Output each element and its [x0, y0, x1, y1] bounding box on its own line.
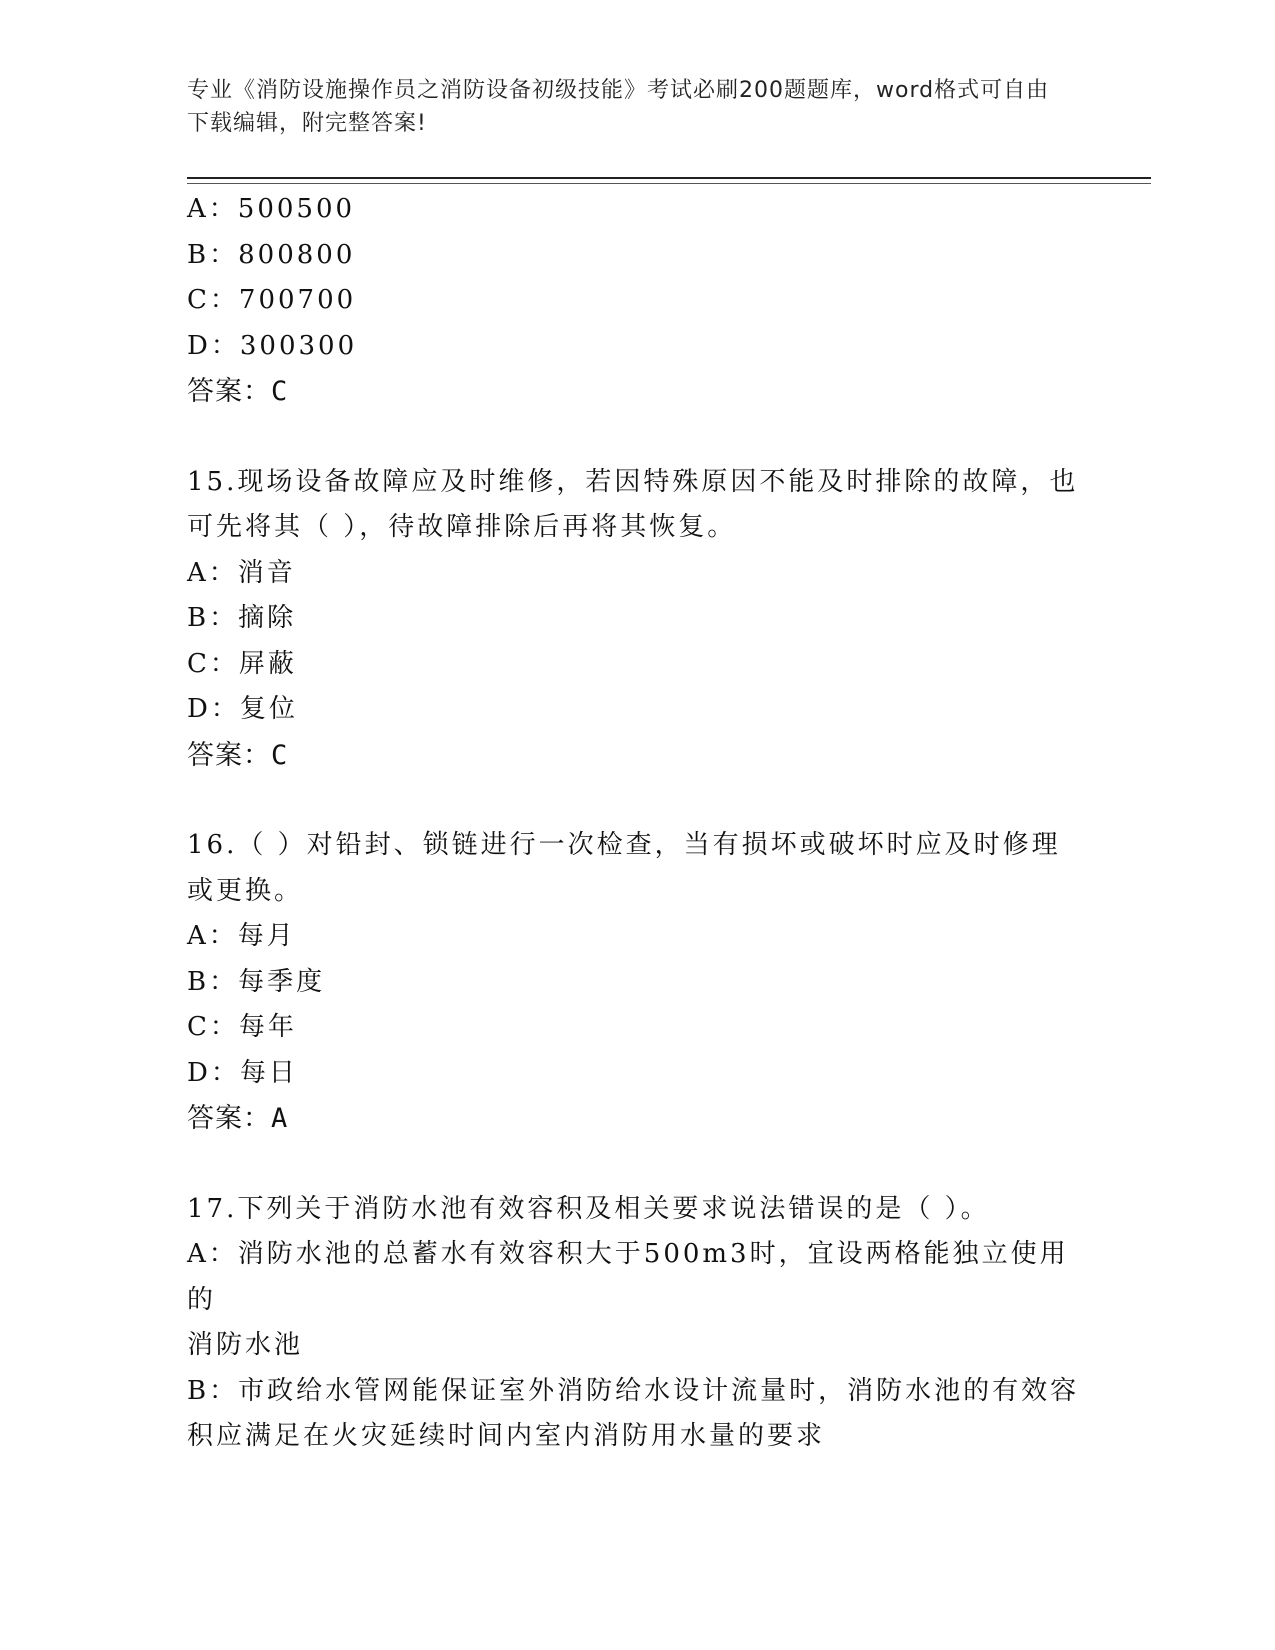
- option-c: C：每年: [187, 1012, 297, 1042]
- option-a: A：500500: [187, 194, 356, 224]
- option-d: D：复位: [187, 694, 298, 724]
- document-body: [187, 187, 1087, 1460]
- option-b: B：每季度: [187, 966, 326, 997]
- question-text-line: 或更换。: [187, 875, 304, 906]
- question-14: [187, 187, 1087, 415]
- option-d: D：每日: [187, 1057, 298, 1088]
- answer-line: 答案：C: [187, 739, 289, 771]
- answer-line: 答案：C: [187, 376, 289, 407]
- option-b-continuation: 积应满足在火灾延续时间内室内消防用水量的要求: [187, 1421, 826, 1451]
- question-17: [187, 1187, 1087, 1460]
- option-b: B：摘除: [187, 603, 297, 633]
- question-text-line: 17.下列关于消防水池有效容积及相关要求说法错误的是（ ）。: [187, 1193, 990, 1224]
- option-a: A：消防水池的总蓄水有效容积大于500m3时，宜设两格能独立使用的: [187, 1239, 1069, 1315]
- option-d: D：300300: [187, 330, 358, 361]
- header-divider-thin: [187, 183, 1151, 184]
- option-b: B：800800: [187, 239, 356, 270]
- answer-line: 答案：A: [187, 1103, 289, 1134]
- option-a-continuation: 消防水池: [187, 1330, 304, 1360]
- option-a: A：消音: [187, 557, 296, 588]
- document-header: [187, 74, 1067, 140]
- question-text-line: 15.现场设备故障应及时维修，若因特殊原因不能及时排除的故障，也: [187, 466, 1079, 497]
- header-divider-thick: [187, 177, 1151, 179]
- option-b: B：市政给水管网能保证室外消防给水设计流量时，消防水池的有效容: [187, 1375, 1080, 1406]
- question-text-line: 可先将其（ ），待故障排除后再将其恢复。: [187, 512, 737, 542]
- option-a: A：每月: [187, 921, 296, 951]
- question-text-line: 16.（ ）对铅封、锁链进行一次检查，当有损坏或破坏时应及时修理: [187, 830, 1061, 860]
- question-15: [187, 460, 1087, 779]
- header-title: 专业《消防设施操作员之消防设备初级技能》考试必刷200题题库，word格式可自由下载编辑，附完整答案!: [187, 78, 1050, 136]
- option-c: C：屏蔽: [187, 648, 297, 679]
- option-c: C：700700: [187, 285, 357, 315]
- question-16: [187, 823, 1087, 1142]
